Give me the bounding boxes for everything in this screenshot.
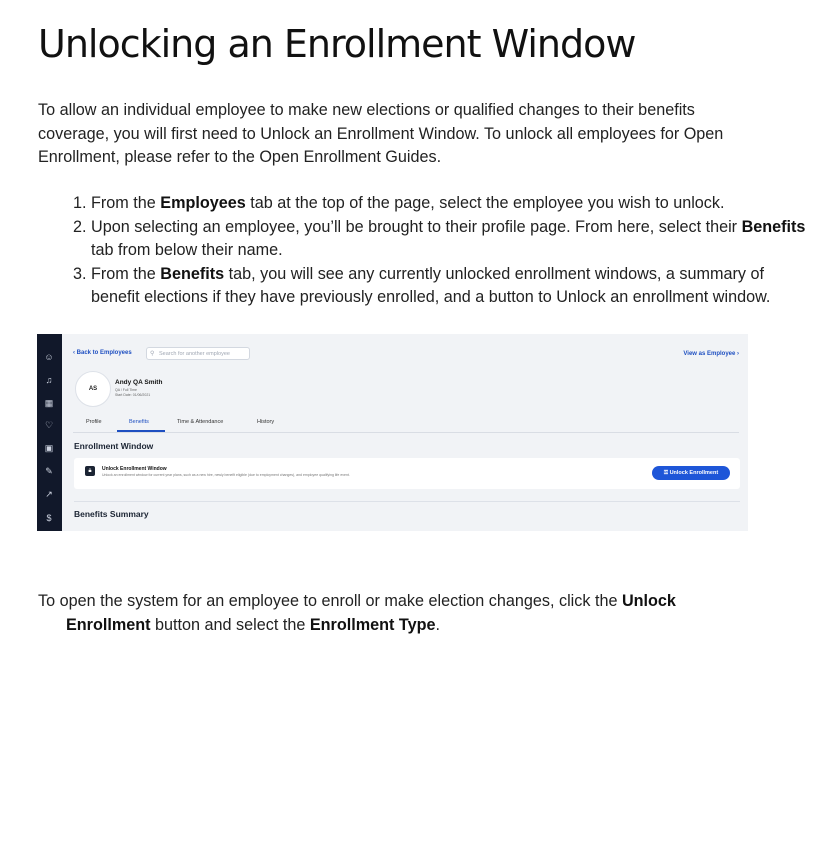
document-icon[interactable]: ▣: [44, 443, 54, 453]
unlock-enrollment-button[interactable]: ⚿ Unlock Enrollment: [652, 466, 730, 480]
employee-name: Andy QA Smith: [115, 379, 163, 386]
embedded-screenshot: [37, 334, 748, 531]
wrench-icon[interactable]: ✎: [45, 466, 53, 476]
back-link[interactable]: ‹ Back to Employees: [73, 350, 132, 356]
building-icon[interactable]: ▦: [44, 398, 54, 408]
tab-profile[interactable]: Profile: [86, 419, 102, 425]
avatar: AS: [75, 371, 111, 407]
nav-rail: [37, 334, 62, 531]
tab-time-attendance[interactable]: Time & Attendance: [177, 419, 224, 425]
tab-history[interactable]: History: [257, 419, 275, 425]
intro-paragraph: To allow an individual employee to make new elections or qualified changes to their benefits coverage, you will first need to Unlock an Enrollment Window. To unlock all employees for Open Enrollment, please refer to the Open Enrollment Guides.: [38, 101, 724, 166]
search-input[interactable]: ⚲ Search for another employee: [146, 347, 250, 360]
heart-icon[interactable]: ♡: [44, 420, 54, 430]
list-item: 3. From the Benefits tab, you will see any currently unlocked enrollment windows, a summary of benefit elections if they have previously enrolled, and a button to Unlock an enrollment window.: [91, 263, 811, 310]
unlock-icon: ⚿: [663, 470, 669, 476]
page-title: Unlocking an Enrollment Window: [38, 22, 636, 66]
unlock-enrollment-card: [74, 458, 740, 489]
divider: [74, 501, 740, 502]
list-item: 2. Upon selecting an employee, you’ll be brought to their profile page. From here, select their Benefits tab from below their name.: [91, 216, 811, 263]
profile-tabs: [73, 416, 739, 433]
employee-details: QA / Full Time Start Date: 01/06/2021: [115, 388, 151, 397]
outro-paragraph: To open the system for an employee to enroll or make election changes, click the Unlock Enrollment button and select the Enrollment Type.: [38, 592, 676, 634]
view-as-employee-link[interactable]: View as Employee ›: [683, 351, 739, 357]
bell-icon[interactable]: ♫: [45, 375, 53, 385]
active-tab-indicator: [117, 430, 165, 432]
smile-icon[interactable]: ☺: [44, 352, 54, 362]
chart-icon[interactable]: ↗: [45, 489, 53, 499]
card-title: Unlock Enrollment Window: [102, 466, 167, 472]
enrollment-window-heading: Enrollment Window: [74, 441, 154, 451]
lock-icon: 🔒︎: [85, 466, 95, 476]
list-item: 1. From the Employees tab at the top of the page, select the employee you wish to unlock.: [91, 192, 811, 216]
steps-list: [38, 192, 811, 310]
dollar-icon[interactable]: $: [46, 513, 52, 523]
benefits-summary-heading: Benefits Summary: [74, 509, 149, 519]
tab-benefits[interactable]: Benefits: [129, 419, 149, 425]
search-icon: ⚲: [150, 351, 155, 357]
card-description: Unlock an enrollment window for current year plans, such as a new hire, newly benefit eligible (due to employment changes), and employee qualifying life event.: [102, 473, 350, 477]
